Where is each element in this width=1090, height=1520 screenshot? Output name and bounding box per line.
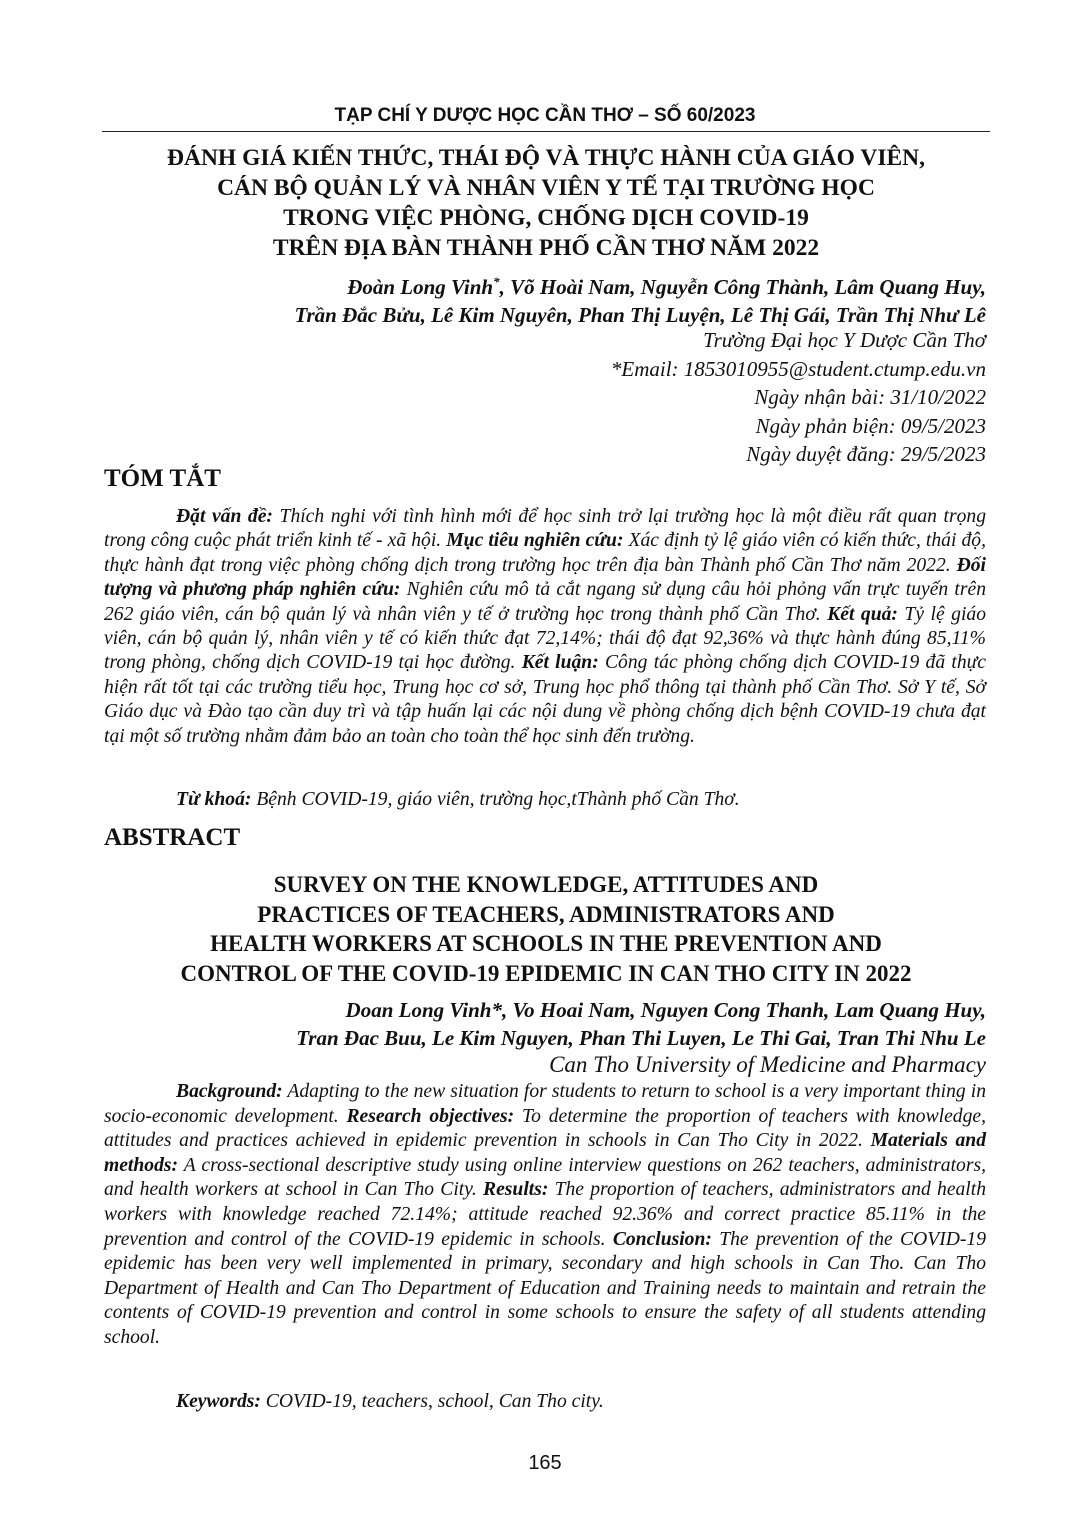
- results-label: Kết quả:: [827, 603, 898, 625]
- accepted-date: Ngày duyệt đăng: 29/5/2023: [746, 442, 986, 466]
- results-text: Tỷ lệ giáo viên, cán bộ quản lý, nhân viên y tế có kiến thức đạt 72,14%; thái độ đạt 92,36% và thực hành đúng 85,11% trong phòng, chống dịch COVID-19 tại học đường.: [104, 603, 986, 674]
- background-label: Background:: [176, 1081, 283, 1102]
- corresponding-mark: *: [493, 274, 500, 289]
- methods-label: Materials and methods:: [104, 1130, 987, 1176]
- abstract-vietnamese: [104, 505, 986, 749]
- results-text: The proportion of teachers, administrators and health workers with knowledge reached 72.14%; attitude reached 92.36% and correct practice 85.11% in the prevention and control of the COVID-19 epidemic in schools.: [104, 1179, 986, 1250]
- objectives-text: To determine the proportion of teachers with knowledge, attitudes and practices achieved in epidemic prevention in schools in Can Tho City in 2022.: [104, 1105, 986, 1152]
- header-divider: [102, 131, 990, 132]
- title-line: ĐÁNH GIÁ KIẾN THỨC, THÁI ĐỘ VÀ THỰC HÀNH CỦA GIÁO VIÊN,: [167, 145, 925, 171]
- authors-line: Trần Đắc Bửu, Lê Kim Nguyên, Phan Thị Luyện, Lê Thị Gái, Trần Thị Như Lê: [294, 303, 986, 327]
- summary-heading: TÓM TẮT: [104, 465, 221, 492]
- abstract-heading: ABSTRACT: [104, 824, 241, 851]
- conclusion-text: The prevention of the COVID-19 epidemic has been very well implemented in primary, secondary and high schools in Can Tho. Can Tho Department of Health and Can Tho Department of Education and Training needs to maintain and retrain the contents of COVID-19 prevention and control in some schools to ensure the safety of all students attending school.: [104, 1228, 987, 1348]
- abstract-english: [104, 1080, 986, 1351]
- methods-text: A cross-sectional descriptive study using online interview questions on 262 teachers, administrators, and health workers at school in Can Tho City.: [104, 1154, 986, 1201]
- objectives-label: Research objectives:: [346, 1105, 515, 1127]
- title-line: CONTROL OF THE COVID-19 EPIDEMIC IN CAN THO CITY IN 2022: [180, 960, 912, 986]
- article-meta: [286, 326, 986, 469]
- conclusion-label: Kết luận:: [521, 652, 599, 674]
- authors-line: Doan Long Vinh*, Vo Hoai Nam, Nguyen Cong Thanh, Lam Quang Huy,: [345, 998, 986, 1022]
- article-title-vietnamese: [102, 143, 990, 263]
- title-line: TRONG VIỆC PHÒNG, CHỐNG DỊCH COVID-19: [283, 205, 809, 231]
- conclusion-text: Công tác phòng chống dịch COVID-19 đã thực hiện rất tốt tại các trường tiểu học, Trung học cơ sở, Trung học phổ thông tại thành phố Cần Thơ. Sở Y tế, Sở Giáo dục và Đào tạo cần duy trì và tập huấn lại các nội dung về phòng chống dịch bệnh COVID-19 chưa đạt tại một số trường nhằm đảm bảo an toàn cho toàn thể học sinh đến trường.: [104, 652, 987, 747]
- article-title-english: [102, 870, 990, 988]
- title-line: PRACTICES OF TEACHERS, ADMINISTRATORS AND: [257, 901, 835, 927]
- received-date: Ngày nhận bài: 31/10/2022: [754, 385, 986, 409]
- methods-label: Đối tượng và phương pháp nghiên cứu:: [104, 554, 986, 601]
- authors-line: Tran Đac Buu, Le Kim Nguyen, Phan Thi Luyen, Le Thi Gai, Tran Thi Nhu Le: [296, 1026, 986, 1050]
- results-label: Results:: [483, 1179, 549, 1201]
- keywords-label: Keywords:: [176, 1391, 261, 1412]
- authors-line: [86, 268, 986, 301]
- page-number: 165: [528, 1452, 562, 1474]
- objectives-label: Mục tiêu nghiên cứu:: [446, 530, 624, 552]
- title-line: HEALTH WORKERS AT SCHOOLS IN THE PREVENTION AND: [210, 931, 882, 956]
- authors-vietnamese: [86, 268, 986, 329]
- corresponding-author: Đoàn Long Vinh: [347, 275, 494, 299]
- keywords-text: COVID-19, teachers, school, Can Tho city.: [260, 1391, 604, 1412]
- background-label: Đặt vấn đề:: [176, 506, 273, 527]
- methods-text: Nghiên cứu mô tả cắt ngang sử dụng câu hỏi phỏng vấn trực tuyến trên 262 giáo viên, cán bộ quản lý và nhân viên y tế ở trường học trong thành phố Cần Thơ.: [104, 579, 986, 625]
- title-line: SURVEY ON THE KNOWLEDGE, ATTITUDES AND: [273, 872, 819, 897]
- keywords-label: Từ khoá:: [176, 789, 252, 810]
- keywords-text: Bệnh COVID-19, giáo viên, trường học,tThành phố Cần Thơ.: [251, 789, 740, 810]
- contact-email: *Email: 1853010955@student.ctump.edu.vn: [610, 356, 986, 381]
- authors-english: [86, 996, 986, 1052]
- affiliation-english: Can Tho University of Medicine and Pharmacy: [549, 1052, 986, 1077]
- background-text: Thích nghi với tình hình mới để học sinh trở lại trường học là một điều rất quan trọng trong công cuộc phát triển kinh tế - xã hội.: [104, 506, 986, 552]
- keywords-english: [104, 1390, 986, 1414]
- keywords-vietnamese: [104, 788, 986, 812]
- title-line: CÁN BỘ QUẢN LÝ VÀ NHÂN VIÊN Y TẾ TẠI TRƯỜNG HỌC: [217, 175, 875, 201]
- co-authors: , Võ Hoài Nam, Nguyễn Công Thành, Lâm Quang Huy,: [499, 275, 986, 299]
- title-line: TRÊN ĐỊA BÀN THÀNH PHỐ CẦN THƠ NĂM 2022: [272, 235, 820, 261]
- review-date: Ngày phản biện: 09/5/2023: [755, 413, 986, 438]
- background-text: Adapting to the new situation for students to return to school is a very important thing in socio-economic development.: [104, 1081, 986, 1127]
- conclusion-label: Conclusion:: [612, 1228, 712, 1250]
- journal-header: TẠP CHÍ Y DƯỢC HỌC CẦN THƠ – SỐ 60/2023: [334, 105, 756, 126]
- affiliation: Trường Đại học Y Dược Cần Thơ: [703, 328, 986, 352]
- objectives-text: Xác định tỷ lệ giáo viên có kiến thức, thái độ, thực hành đạt trong việc phòng chống dịch trong trường học trên địa bàn Thành phố Cần Thơ năm 2022.: [104, 530, 986, 576]
